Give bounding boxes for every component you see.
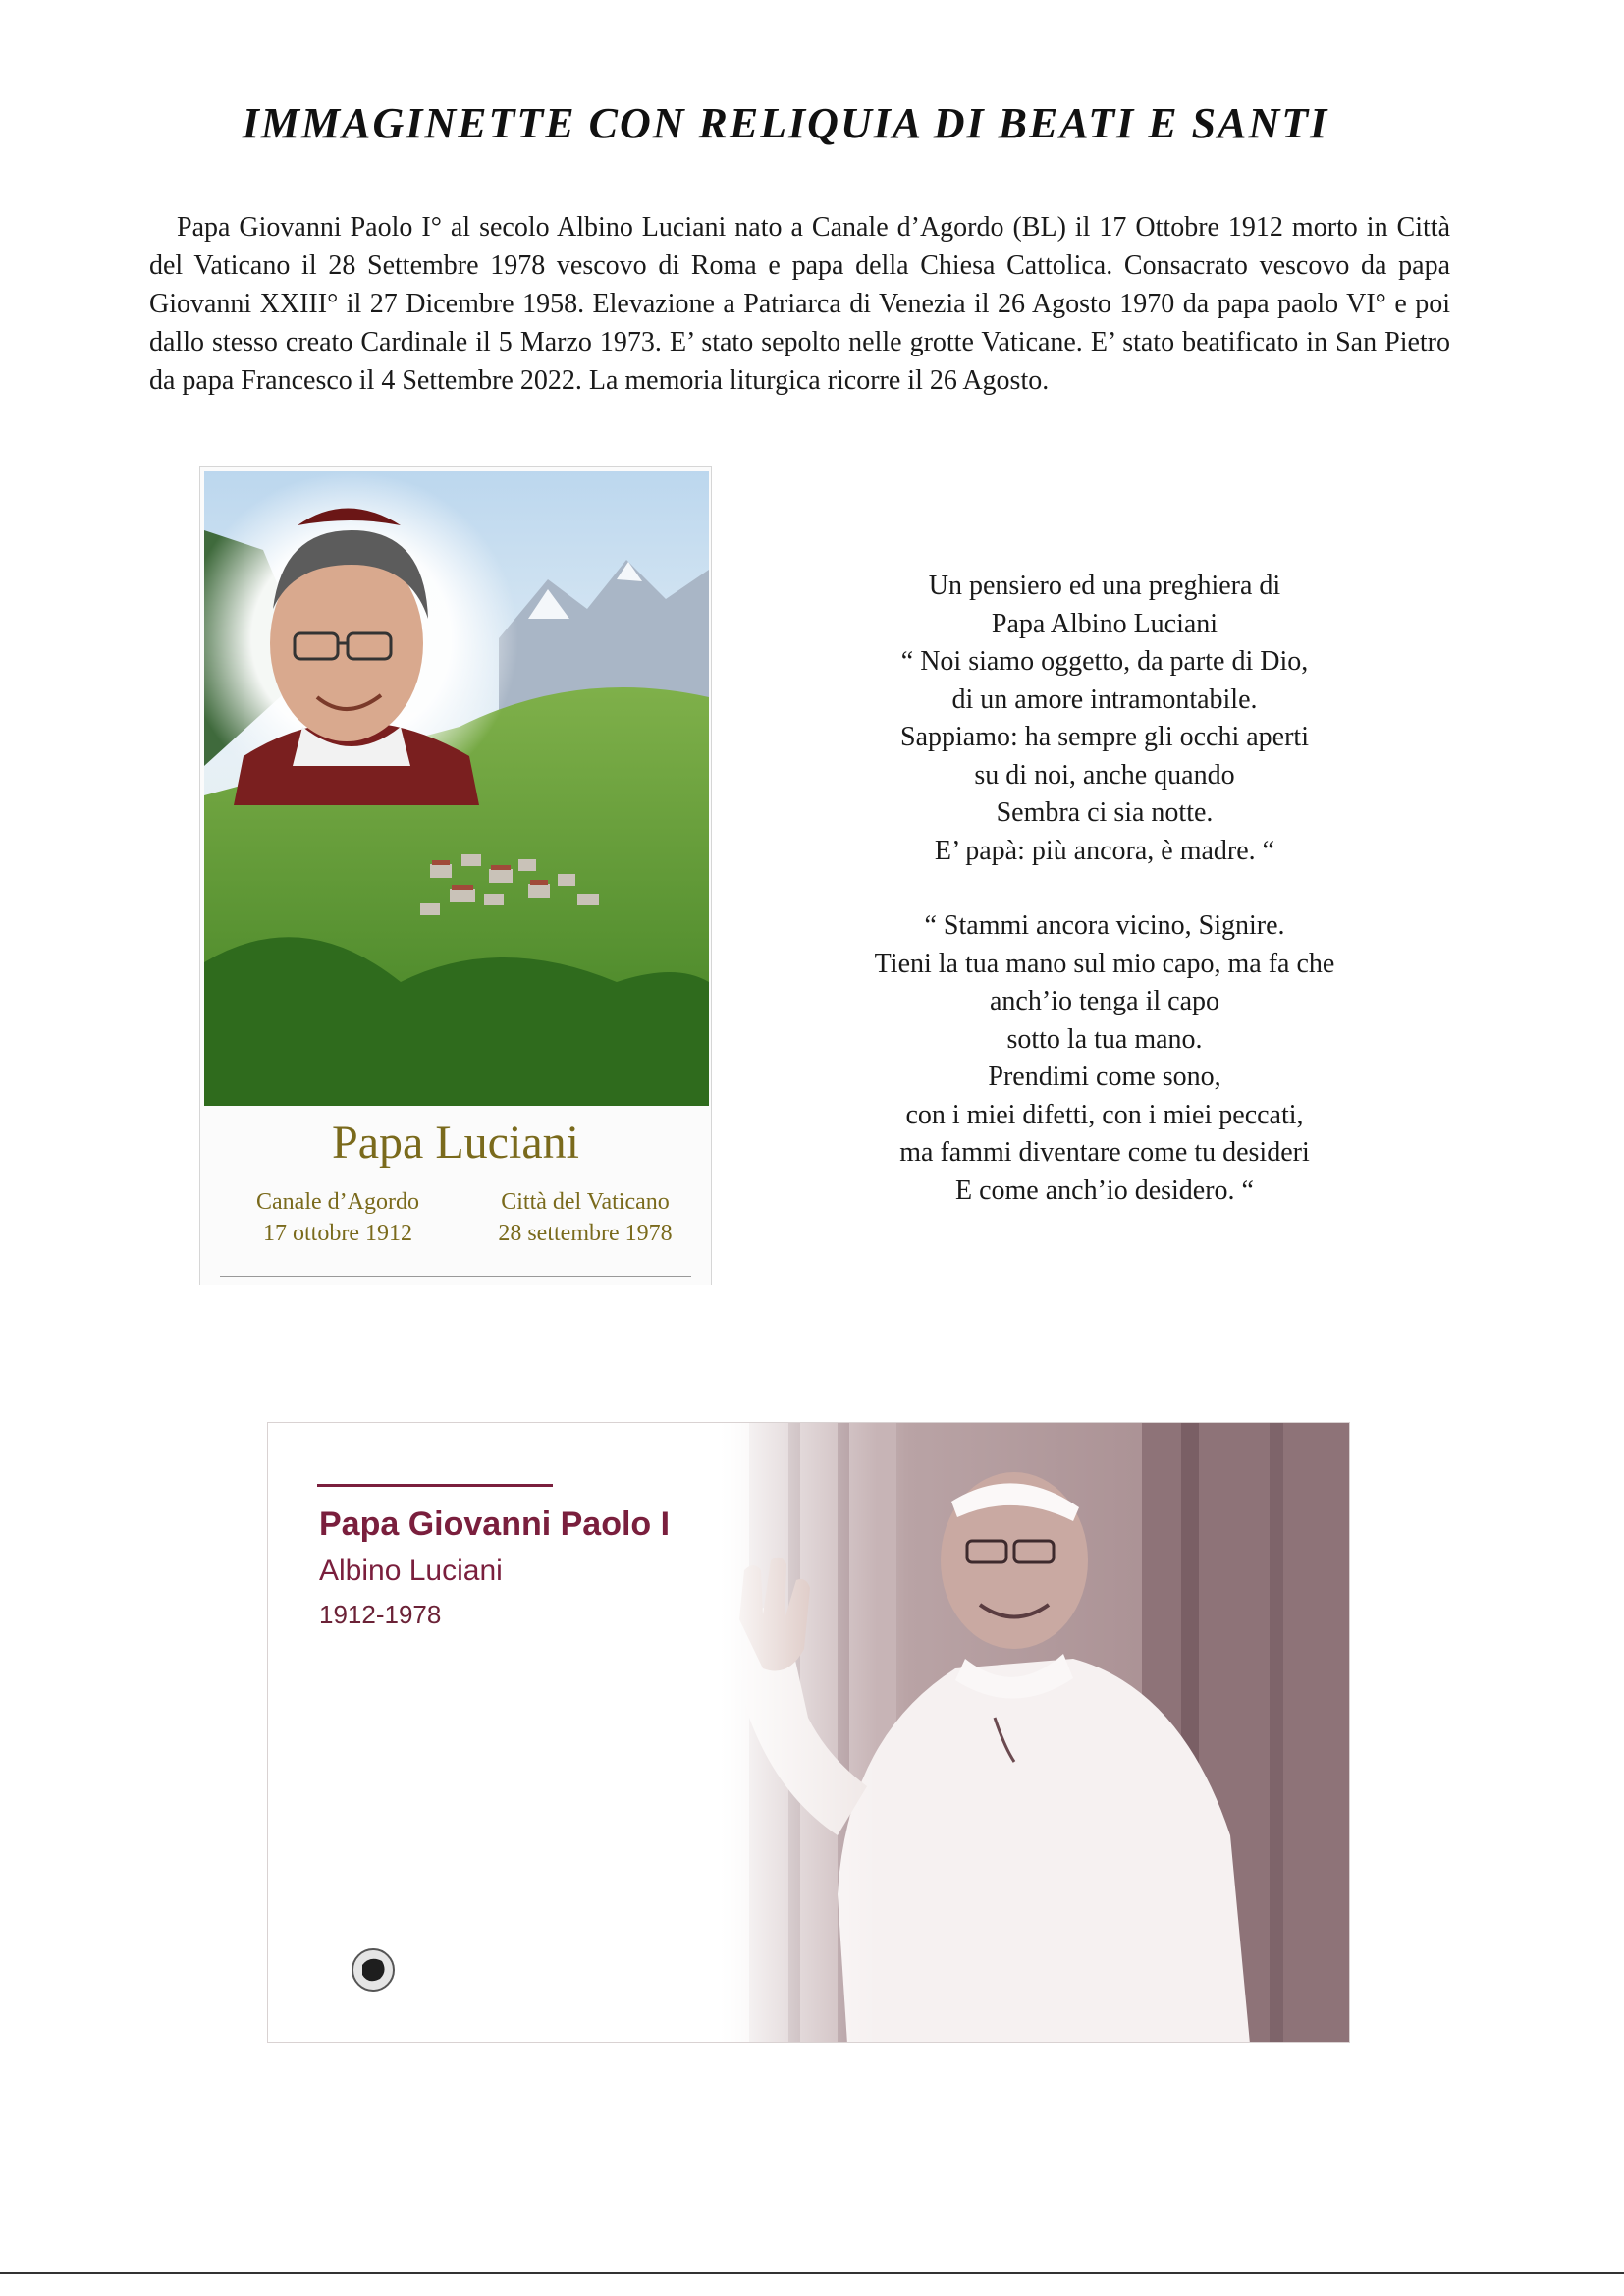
page-bottom-rule [0,2272,1624,2274]
death-date: 28 settembre 1978 [498,1221,673,1246]
death-place: Città del Vaticano [501,1189,670,1215]
prayer-line: sotto la tua mano. [1006,1023,1203,1055]
birth-date: 17 ottobre 1912 [263,1221,412,1246]
intro-paragraph: Papa Giovanni Paolo I° al secolo Albino Luciani nato a Canale d’Agordo (BL) il 17 Ottobre 1912 morto in Città del Vaticano il 28 Settembre 1978 vescovo di Roma e papa della Chiesa Cattolica. Consacrato vescovo da papa Giovanni XXIII° il 27 Dicembre 1958. Elevazione a Patriarca di Venezia il 26 Agosto 1970 da papa paolo VI° e poi dallo stesso creato Cardinale il 5 Marzo 1973. E’ stato sepolto nelle grotte Vaticane. E’ stato beatificato in San Pietro da papa Francesco il 4 Settembre 2022. La memoria liturgica ricorre il 26 Agosto. [149,212,1450,396]
prayer-line: ma fammi diventare come tu desideri [899,1137,1310,1168]
prayer-line: E come anch’io desidero. “ [955,1175,1254,1206]
prayer-line: Sappiamo: ha sempre gli occhi aperti [900,722,1309,752]
prayer-line: Un pensiero ed una preghiera di [928,571,1281,601]
pope-waving-photo [720,1423,1350,2043]
birth-place: Canale d’Agordo [256,1189,419,1215]
holy-card-giovanni-paolo [267,1422,1350,2043]
card-years: 1912-1978 [319,1600,442,1629]
page-title: IMMAGINETTE CON RELIQUIA DI BEATI E SANTI [242,99,1329,147]
divider [220,1276,691,1277]
card-title: Papa Luciani [332,1117,579,1169]
prayer-line: Papa Albino Luciani [991,608,1218,639]
card-name: Papa Giovanni Paolo I [319,1505,671,1543]
prayer-text [805,568,1404,1210]
prayer-line: Sembra ci sia notte. [996,797,1214,828]
prayer-line: “ Stammi ancora vicino, Signire. [924,910,1285,941]
prayer-line: di un amore intramontabile. [951,683,1258,715]
prayer-line: con i miei difetti, con i miei peccati, [905,1099,1304,1130]
accent-rule [317,1484,553,1487]
portrait-photo [204,471,709,1106]
birth-info [220,1186,456,1249]
relic-icon [351,1947,396,1993]
prayer-line: Tieni la tua mano sul mio capo, ma fa che [874,948,1335,979]
prayer-line: anch’io tenga il capo [989,986,1219,1016]
card-subtitle: Albino Luciani [319,1555,503,1587]
prayer-line: E’ papà: più ancora, è madre. “ [934,835,1275,866]
prayer-line: su di noi, anche quando [974,759,1235,791]
prayer-line: “ Noi siamo oggetto, da parte di Dio, [900,646,1309,677]
stanza-gap [805,870,1404,907]
holy-card-papa-luciani [199,466,712,1285]
prayer-line: Prendimi come sono, [988,1062,1221,1092]
death-info [467,1186,703,1249]
